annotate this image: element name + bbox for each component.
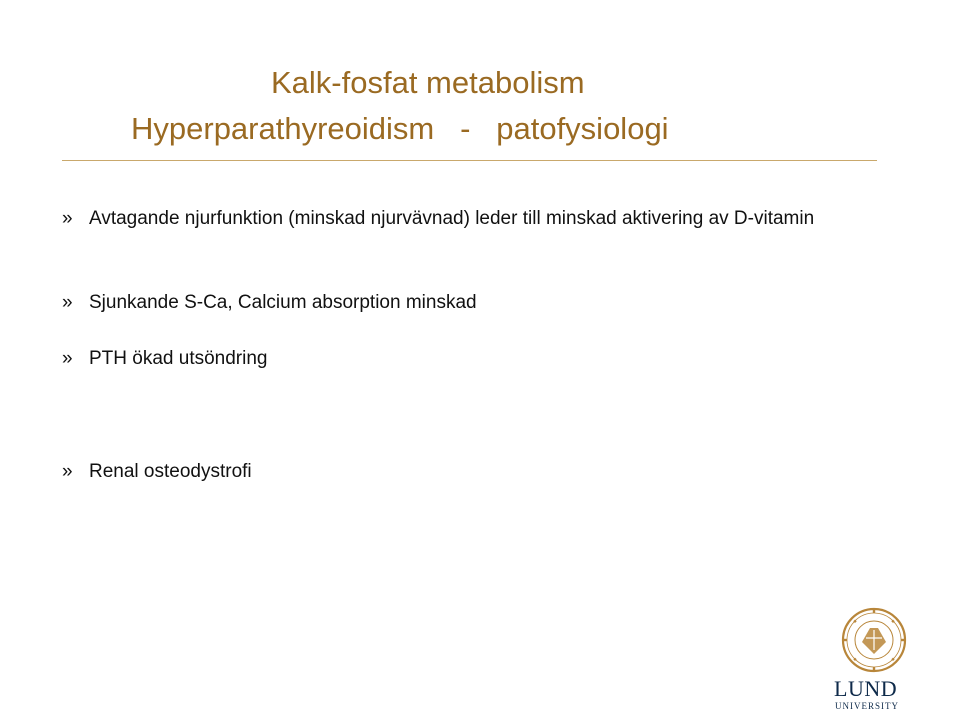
bullet-marker: »	[62, 461, 73, 482]
bullet-marker: »	[62, 208, 73, 229]
logo-subtitle: UNIVERSITY	[835, 701, 899, 711]
slide-title-line-1: Kalk-fosfat metabolism	[271, 65, 585, 100]
bullet-item	[62, 205, 862, 232]
bullet-marker: »	[62, 292, 73, 313]
bullet-text: Avtagande njurfunktion (minskad njurvävnad) leder till minskad aktivering av D-vitamin	[89, 208, 815, 229]
bullet-item	[62, 289, 862, 316]
bullet-text: PTH ökad utsöndring	[89, 348, 268, 369]
bullet-text: Sjunkande S-Ca, Calcium absorption minskad	[89, 292, 477, 313]
bullet-text: Renal osteodystrofi	[89, 461, 252, 482]
bullet-item	[62, 345, 862, 372]
slide-title-line-2: Hyperparathyreoidism - patofysiologi	[131, 111, 669, 146]
bullet-marker: »	[62, 348, 73, 369]
title-divider	[62, 160, 877, 161]
logo-wordmark: LUND	[834, 676, 898, 701]
bullet-item	[62, 458, 862, 485]
